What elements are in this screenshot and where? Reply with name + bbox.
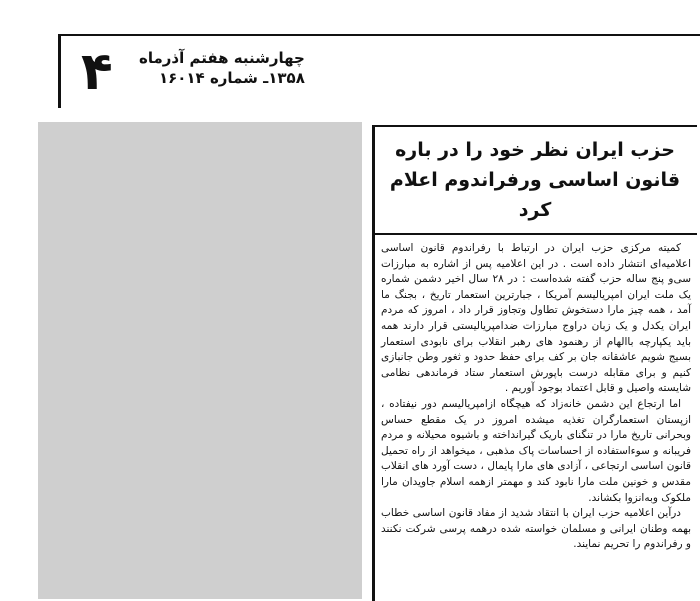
date-line: چهارشنبه هفتم آذرماه	[139, 49, 305, 67]
page-number: ۴	[81, 42, 113, 102]
issue-line: ۱۳۵۸ـ شماره ۱۶۰۱۴	[158, 69, 305, 87]
article-paragraph: درآین اعلامیه حزب ایران با انتقاد شدید از مفاد قانون اساسی خطاب بهمه وطنان ایرانی و مسلمان خواسته شده درهمه پرسی شرکت نکنند و رفراندوم را تحریم نمایند.	[381, 507, 691, 551]
article-headline	[379, 135, 691, 225]
headline-line-2: قانون اساسی ورفراندوم اعلام کرد	[389, 169, 681, 221]
masthead	[58, 34, 700, 108]
dateline	[139, 48, 305, 88]
article-body	[381, 241, 691, 553]
article-paragraph: کمیته مرکزی حزب ایران در ارتباط با رفراندوم قانون اساسی اعلامیه‌ای انتشار داده است . در این اعلامیه پس از اشاره به مبارزات سی‌و پنج ساله حزب گفته شده‌است : در ۲۸ سال اخیر دشمن شماره یک ملت ایران امپریالیسم آمریکا ، جبارترین استعمار تاریخ ، بجنگ ما آمد ، همه چیز مارا دستخوش تطاول وتجاوز قرار داد ، امروز که مردم ایران یکدل و یک زبان دراوج مبارزات ضدامپریالیستی قرار دارند همه باید یکپارچه باالهام از رهنمود های رهبر انقلاب برای نابودی استعمار بسیج شویم عاشقانه جان بر کف برای حفظ حدود و ثغور وطن جانبازی کنیم و برای مقابله درست باپورش استعمار ستاد فرماندهی نظامی شایسته واصیل و قابل اعتماد بوجود آوریم .	[381, 242, 691, 395]
adjacent-column-placeholder	[38, 122, 362, 599]
headline-line-1: حزب ایران نظر خود را در باره	[395, 139, 675, 161]
article-paragraph: اما ارتجاع این دشمن خانه‌زاد که هیچگاه ازامپریالیسم دور نیفتاده ، ازپستان استعمارگران تغذیه میشده امروز در یک مقطع حساس وبحرانی تاریخ مارا در تنگنای باریک گیرانداخته و باشیوه محیلانه و مردم فریبانه و سوءاستفاده از احساسات پاک مذهبی ، میخواهد از راه تحمیل قانون اساسی ارتجاعی ، آزادی های مارا پایمال ، دست آورد های انقلاب مقدس و خونین ملت مارا نابود کند و مهمتر ازهمه اسلام جاویدان مارا ملکوک وبه‌انزوا بکشاند.	[381, 397, 691, 504]
news-article	[372, 125, 697, 601]
headline-divider	[375, 233, 697, 235]
